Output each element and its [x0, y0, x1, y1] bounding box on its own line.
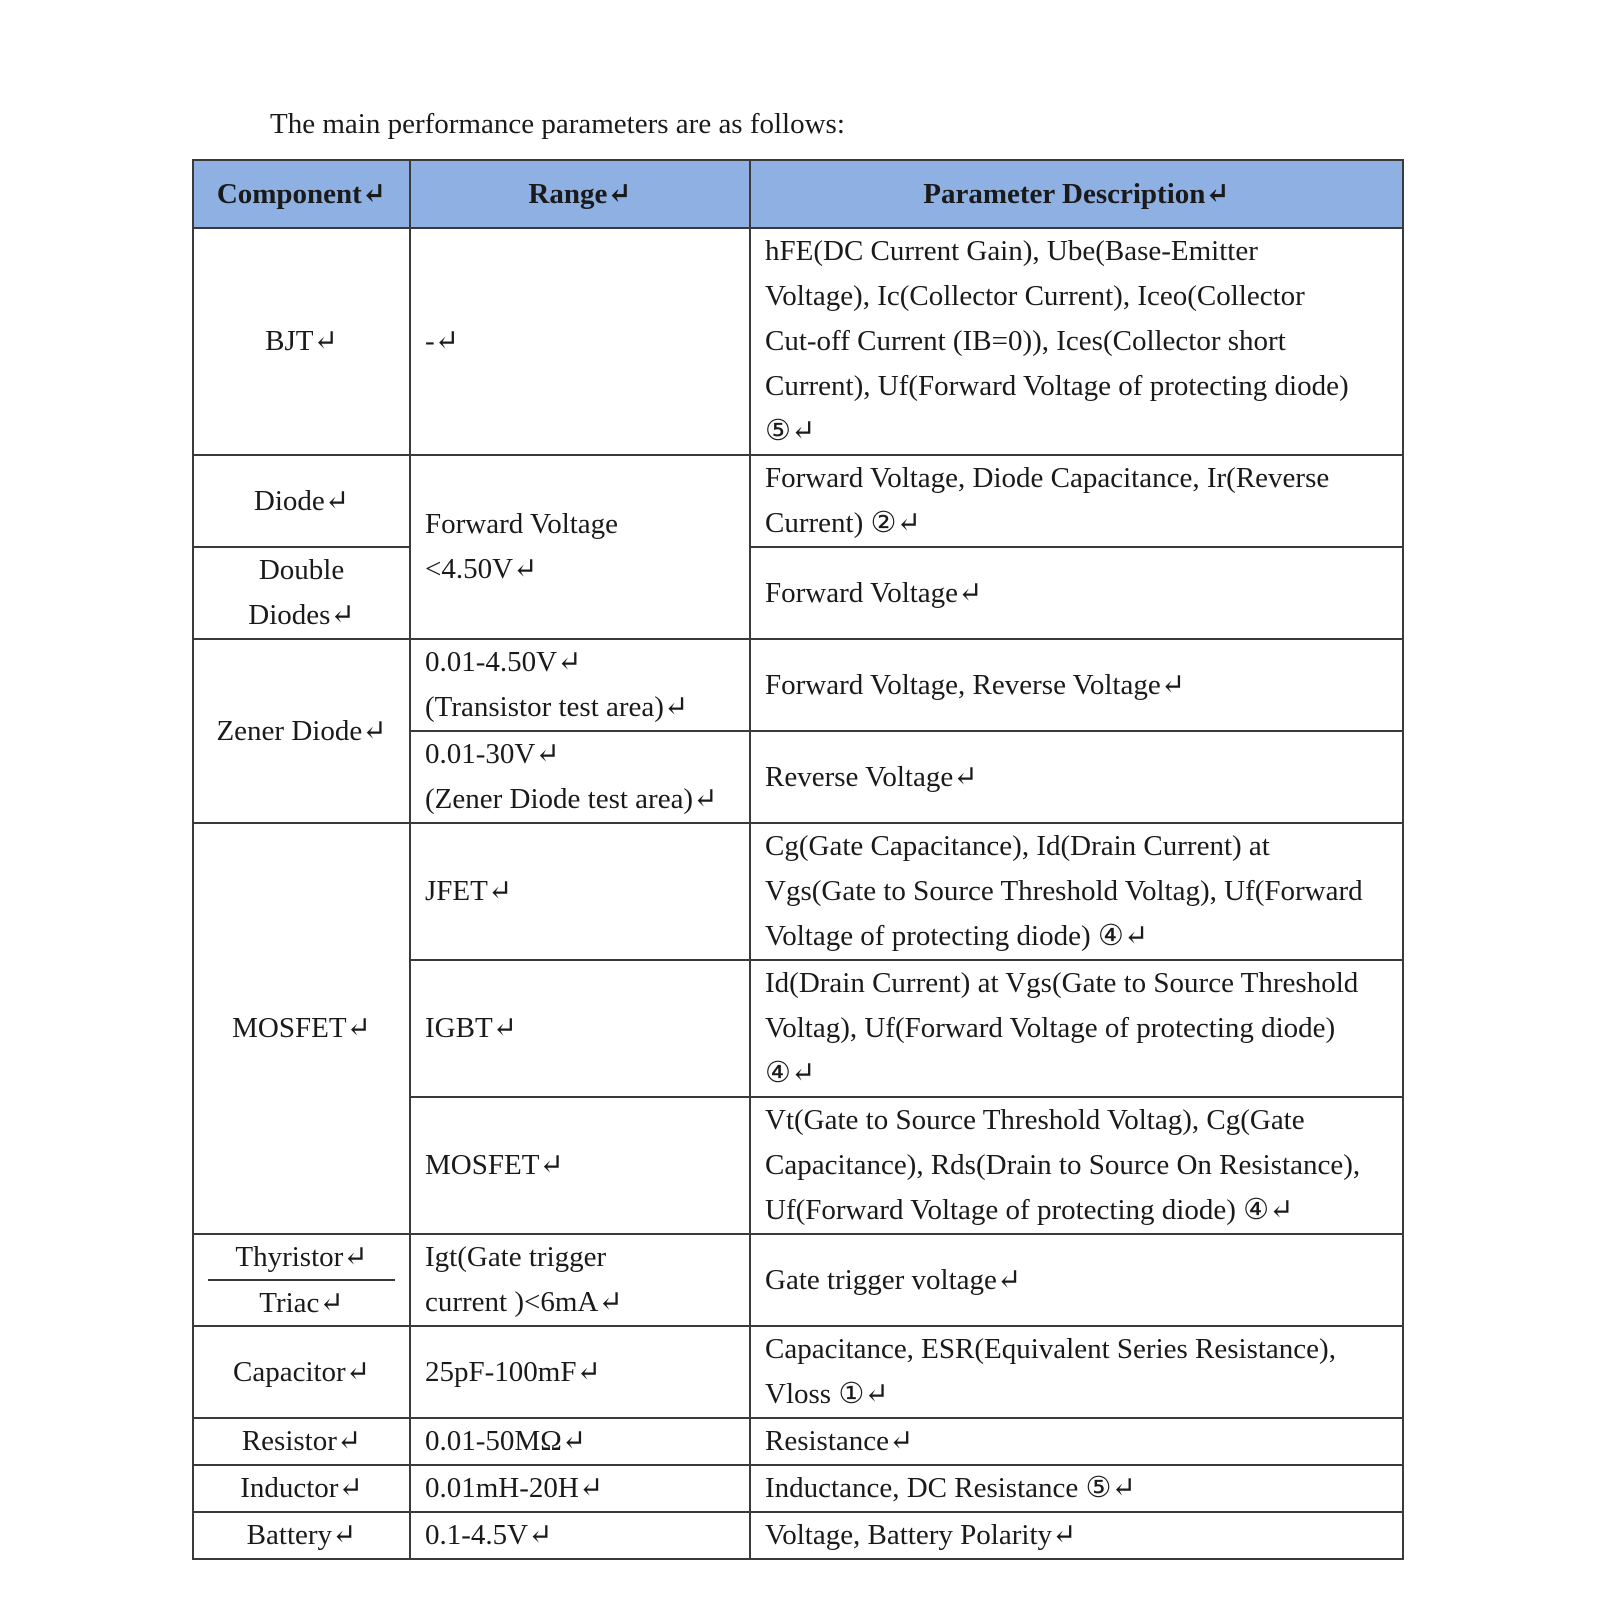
description-line: Cg(Gate Capacitance), Id(Drain Current) at	[765, 830, 1270, 862]
component-zener: Zener Diode↵	[193, 639, 410, 823]
description-bjt	[750, 228, 1403, 455]
component-battery: Battery↵	[193, 1512, 410, 1559]
range-thyristor-triac	[410, 1234, 750, 1326]
table-row-inductor	[193, 1465, 1403, 1512]
range-diode: Forward Voltage <4.50V↵	[410, 455, 750, 639]
header-range: Range↵	[410, 160, 750, 228]
description-line: Capacitance), Rds(Drain to Source On Resistance),	[765, 1149, 1361, 1181]
description-line: ⑤↵	[765, 415, 816, 447]
component-double-diodes: Double Diodes↵	[193, 547, 410, 639]
description-line: Current) ②↵	[765, 507, 921, 539]
description-line: Cut-off Current (IB=0)), Ices(Collector short	[765, 325, 1286, 357]
range-zener-diode	[410, 731, 750, 823]
range-line: (Zener Diode test area)↵	[425, 783, 718, 815]
range-inductor: 0.01mH-20H↵	[410, 1465, 750, 1512]
intro-text: The main performance parameters are as follows:	[270, 108, 845, 140]
description-diode	[750, 455, 1403, 547]
description-line: Capacitance, ESR(Equivalent Series Resistance),	[765, 1333, 1336, 1365]
range-resistor: 0.01-50MΩ↵	[410, 1418, 750, 1465]
table-row-double-diodes	[193, 547, 1403, 639]
header-row	[193, 160, 1403, 228]
range-battery: 0.1-4.5V↵	[410, 1512, 750, 1559]
range-jfet: JFET↵	[410, 823, 750, 960]
description-capacitor	[750, 1326, 1403, 1418]
description-line: hFE(DC Current Gain), Ube(Base-Emitter	[765, 235, 1258, 267]
parameters-table	[192, 159, 1404, 1560]
header-component: Component↵	[193, 160, 410, 228]
range-zener-transistor	[410, 639, 750, 731]
description-line: Uf(Forward Voltage of protecting diode) ④↵	[765, 1194, 1294, 1226]
description-line: Vt(Gate to Source Threshold Voltag), Cg(Gate	[765, 1104, 1305, 1136]
description-zener-transistor: Forward Voltage, Reverse Voltage↵	[750, 639, 1403, 731]
component-inductor: Inductor↵	[193, 1465, 410, 1512]
table-row-zener-1	[193, 639, 1403, 731]
component-thyristor: Thyristor↵	[235, 1241, 368, 1273]
table-row-thyristor-triac	[193, 1234, 1403, 1326]
description-zener-diode: Reverse Voltage↵	[750, 731, 1403, 823]
header-description: Parameter Description↵	[750, 160, 1403, 228]
range-igbt: IGBT↵	[410, 960, 750, 1097]
component-triac: Triac↵	[208, 1279, 395, 1325]
component-diode: Diode↵	[193, 455, 410, 547]
table-row-battery	[193, 1512, 1403, 1559]
table-row-capacitor	[193, 1326, 1403, 1418]
range-line: (Transistor test area)↵	[425, 691, 689, 723]
description-line: ④↵	[765, 1057, 816, 1089]
component-thyristor-triac	[193, 1234, 410, 1326]
description-line: Voltag), Uf(Forward Voltage of protecting diode)	[765, 1012, 1336, 1044]
description-mosfet	[750, 1097, 1403, 1234]
range-line: current )<6mA↵	[425, 1286, 623, 1318]
description-line: Vgs(Gate to Source Threshold Voltag), Uf(Forward	[765, 875, 1363, 907]
range-line: 0.01-4.50V↵	[425, 646, 582, 678]
component-mosfet: MOSFET↵	[193, 823, 410, 1234]
range-mosfet: MOSFET↵	[410, 1097, 750, 1234]
component-resistor: Resistor↵	[193, 1418, 410, 1465]
component-capacitor: Capacitor↵	[193, 1326, 410, 1418]
range-line: 0.01-30V↵	[425, 738, 560, 770]
description-line: Forward Voltage, Diode Capacitance, Ir(Reverse	[765, 462, 1330, 494]
description-line: Vloss ①↵	[765, 1378, 889, 1410]
description-line: Voltage of protecting diode) ④↵	[765, 920, 1149, 952]
table-row-resistor	[193, 1418, 1403, 1465]
description-thyristor-triac: Gate trigger voltage↵	[750, 1234, 1403, 1326]
description-line: Id(Drain Current) at Vgs(Gate to Source Threshold	[765, 967, 1359, 999]
description-jfet	[750, 823, 1403, 960]
table-row-diode	[193, 455, 1403, 547]
description-resistor: Resistance↵	[750, 1418, 1403, 1465]
description-battery: Voltage, Battery Polarity↵	[750, 1512, 1403, 1559]
description-igbt	[750, 960, 1403, 1097]
range-capacitor: 25pF-100mF↵	[410, 1326, 750, 1418]
description-inductor: Inductance, DC Resistance ⑤↵	[750, 1465, 1403, 1512]
table-row-jfet	[193, 823, 1403, 960]
description-line: Current), Uf(Forward Voltage of protecting diode)	[765, 370, 1349, 402]
table-row-bjt	[193, 228, 1403, 455]
component-bjt: BJT↵	[193, 228, 410, 455]
range-line: Igt(Gate trigger	[425, 1241, 607, 1273]
range-bjt: -↵	[410, 228, 750, 455]
description-line: Voltage), Ic(Collector Current), Iceo(Collector	[765, 280, 1305, 312]
description-double-diodes: Forward Voltage↵	[750, 547, 1403, 639]
